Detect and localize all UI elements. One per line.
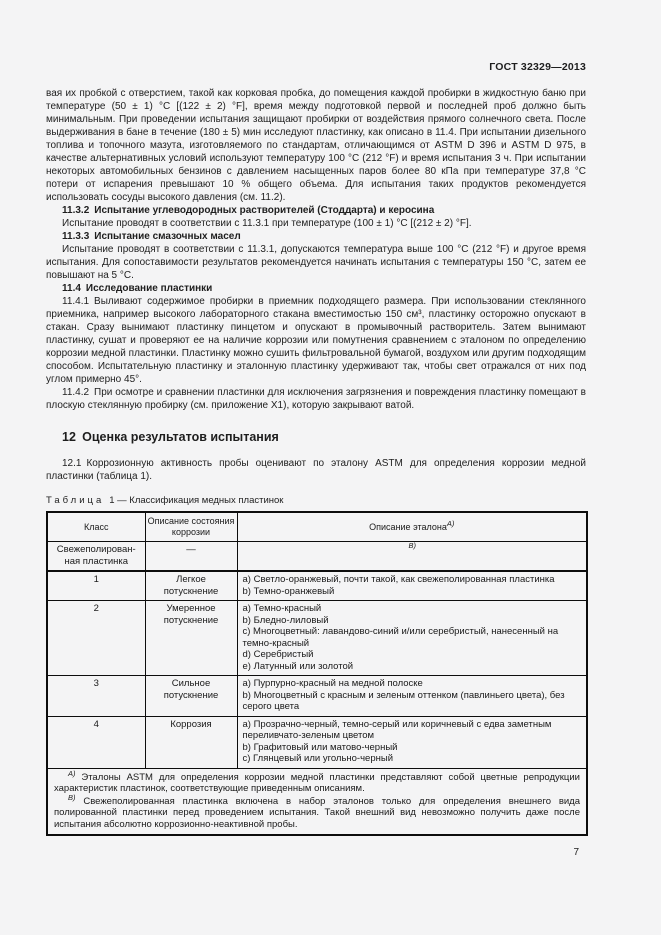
footnote-marker-a: А) bbox=[446, 518, 455, 528]
table-body bbox=[47, 542, 587, 769]
cell-etalon-description bbox=[237, 542, 587, 572]
table-caption-word: Таблица bbox=[46, 495, 105, 506]
cell-corrosion-state: — bbox=[145, 542, 237, 572]
cell-corrosion-state: Сильное потускнение bbox=[145, 676, 237, 717]
table-header bbox=[47, 512, 587, 542]
heading-11-4: 11.4 Исследование пластинки bbox=[62, 283, 213, 294]
paragraph-12-1: 12.1 Коррозионную активность пробы оценивают по эталону ASTM для определения коррозии медной пластинки (таблица 1). bbox=[46, 458, 586, 482]
table-row bbox=[47, 676, 587, 717]
paragraph-11-3-3: Испытание проводят в соответствии с 11.3.1, допускаются температура выше 100 °С (212 °F) и другое время испытания. Для сопоставимости результатов рекомендуется начинать испытания с температуры 150 °С, затем ее повышают на 5 °С. bbox=[46, 244, 586, 281]
table-row bbox=[47, 571, 587, 601]
footnote-row bbox=[47, 768, 587, 835]
heading-11-3-3: 11.3.3 Испытание смазочных масел bbox=[62, 231, 241, 242]
table-caption bbox=[46, 495, 586, 507]
paragraph-11-4-2: 11.4.2 При осмотре и сравнении пластинки для исключения загрязнения и повреждения пластинку помещают в плоскую стеклянную пробирку (см. приложение Х1), которую закрывают ватой. bbox=[46, 387, 586, 411]
copper-strip-table bbox=[46, 511, 588, 836]
header-corrosion-state: Описание состояния коррозии bbox=[145, 512, 237, 542]
cell-class: Свежеполирован- ная пластинка bbox=[47, 542, 145, 572]
cell-class: 4 bbox=[47, 716, 145, 768]
doc-number: ГОСТ 32329—2013 bbox=[489, 61, 586, 73]
table-row bbox=[47, 601, 587, 676]
cell-etalon-description: a) Темно-красный b) Бледно-лиловый c) Многоцветный: лавандово-синий и/или серебристый, нанесенный на темно-красный d) Серебристый e) Латунный или золотой bbox=[237, 601, 587, 676]
cell-etalon-description: a) Светло-оранжевый, почти такой, как свежеполированная пластинка b) Темно-оранжевый bbox=[237, 571, 587, 601]
cell-corrosion-state: Умеренное потускнение bbox=[145, 601, 237, 676]
footnote-a: $^{А)}$ Эталоны ASTM для определения коррозии медной пластинки представляют собой цветные репродукции характеристик пластинок, соответствующие приведенным описаниям. bbox=[54, 768, 580, 794]
cell-corrosion-state: Легкое потускнение bbox=[145, 571, 237, 601]
cell-class: 1 bbox=[47, 571, 145, 601]
paragraph-11-4-1: 11.4.1 Выливают содержимое пробирки в приемник подходящего размера. При использовании стеклянного приемника, например высокого лабораторного стакана вместимостью 150 см³, пластинку осторожно опускают в стакан. Сразу вынимают пластинку пинцетом и опускают в промывочный растворитель. Затем вынимают пластинку, сушат и проверяют ее на наличие коррозии или помутнения сравнением с эталоном по определению коррозии медной пластинки. Пластинку можно сушить фильтровальной бумагой, воздухом или другим подходящим способом. Испытательную пластинку и эталонную пластинку удерживают так, чтобы свет отражался от них под углом примерно 45°. bbox=[46, 296, 586, 385]
table-caption-rest: 1 — Классификация медных пластинок bbox=[109, 495, 284, 506]
cell-etalon-description: a) Пурпурно-красный на медной полоске b) Многоцветный с красным и зеленым оттенком (павлиньего цвета), без серого цвета bbox=[237, 676, 587, 717]
paragraph-11-3-2: Испытание проводят в соответствии с 11.3.1 при температуре (100 ± 1) °С [(212 ± 2) °F]. bbox=[62, 218, 472, 229]
document-content bbox=[46, 87, 586, 836]
cell-corrosion-state: Коррозия bbox=[145, 716, 237, 768]
table-header-row bbox=[47, 512, 587, 542]
header-etalon: Описание эталона$^{А)}$ bbox=[237, 512, 587, 542]
cell-etalon-description: a) Прозрачно-черный, темно-серый или коричневый с едва заметным переливчато-зеленым цветом b) Графитовый или матово-черный c) Глянцевый или угольно-черный bbox=[237, 716, 587, 768]
table-footnotes bbox=[47, 768, 587, 835]
table-row bbox=[47, 542, 587, 572]
cell-class: 3 bbox=[47, 676, 145, 717]
footnote-b-marker: В) bbox=[68, 792, 76, 802]
page-number: 7 bbox=[573, 847, 579, 858]
cell-class: 2 bbox=[47, 601, 145, 676]
table-row bbox=[47, 716, 587, 768]
heading-11-3-2: 11.3.2 Испытание углеводородных растворителей (Стоддарта) и керосина bbox=[62, 205, 435, 216]
footnote-a-marker: А) bbox=[68, 768, 76, 778]
paragraph-continuation: вая их пробкой с отверстием, такой как корковая пробка, до помещения каждой пробирки в жидкостную баню при температуре (50 ± 1) °С [(122 ± 2) °F], время между подготовкой первой и последней проб должно быть минимальным. При проведении испытания защищают пробирки от воздействия прямого солнечного света. После выдерживания в бане в течение (180 ± 5) мин исследуют пластинку, как описано в 11.4. При испытании дизельного топлива и топочного мазута, изготовляемого по стандартам, отличающимся от ASTM D 396 и ASTM D 975, в качестве альтернативных условий используют температуру 100 °С (212 °F) и время испытания 3 ч. При испытании некоторых автомобильных бензинов с давлением насыщенных паров более 80 кПа при температуре 37,8 °С потери от испарения превышают 10 % общего объема. Для испытания таких продуктов рекомендуется использовать сосуды высокого давления (см. 11.2). bbox=[46, 88, 586, 203]
footnote-b: $^{В)}$ Свежеполированная пластинка включена в набор эталонов только для определения внешнего вида полированной пластинки перед проведением испытания. Такой внешний вид невозможно получить даже после испытания абсолютно коррозионно-неактивной пробы. bbox=[54, 792, 581, 830]
heading-12: 12 Оценка результатов испытания bbox=[62, 430, 279, 444]
footnote-marker-b: В) bbox=[408, 540, 416, 550]
header-class: Класс bbox=[47, 512, 145, 542]
